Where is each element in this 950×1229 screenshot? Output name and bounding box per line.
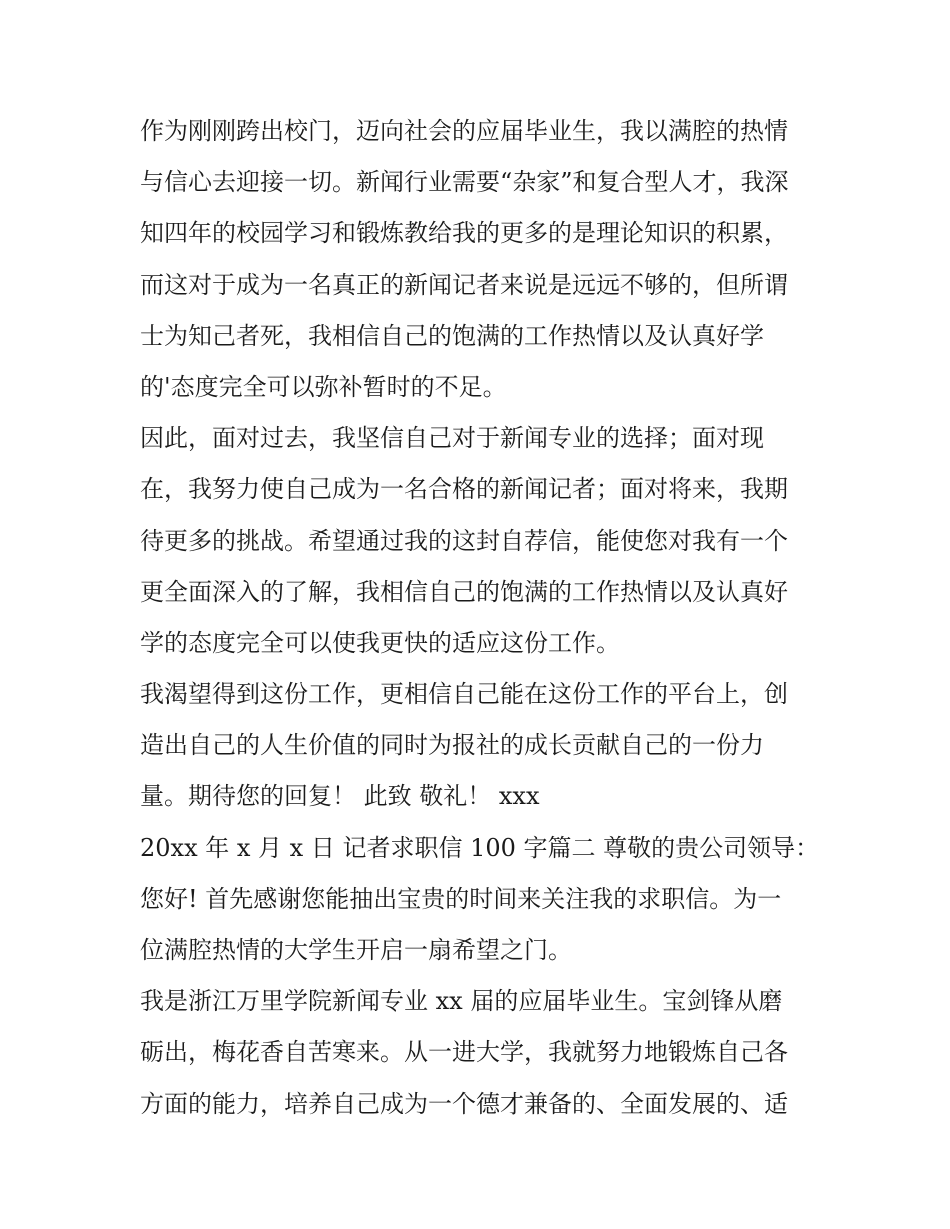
text-line: 我渴望得到这份工作，更相信自己能在这份工作的平台上，创 bbox=[140, 680, 788, 709]
text-line: 的'态度完全可以弥补暂时的不足。 bbox=[140, 372, 507, 401]
text-line: 士为知己者死，我相信自己的饱满的工作热情以及认真好学 bbox=[140, 321, 764, 350]
text-line: 20xx 年 x 月 x 日 记者求职信 100 字篇二 尊敬的贵公司领导： bbox=[140, 833, 820, 862]
text-line: 砺出，梅花香自苦寒来。从一进大学，我就努力地锻炼自己各 bbox=[140, 1038, 788, 1067]
text-line: 与信心去迎接一切。新闻行业需要“杂家”和复合型人才，我深 bbox=[140, 168, 789, 197]
text-line: 造出自己的人生价值的同时为报社的成长贡献自己的一份力 bbox=[140, 731, 764, 760]
text-line: 我是浙江万里学院新闻专业 xx 届的应届毕业生。宝剑锋从磨 bbox=[140, 987, 783, 1016]
text-line: 在，我努力使自己成为一名合格的新闻记者；面对将来，我期 bbox=[140, 475, 788, 504]
text-line: 而这对于成为一名真正的新闻记者来说是远远不够的，但所谓 bbox=[140, 270, 788, 299]
text-line: 待更多的挑战。希望通过我的这封自荐信，能使您对我有一个 bbox=[140, 526, 788, 555]
text-line: 位满腔热情的大学生开启一扇希望之门。 bbox=[140, 936, 572, 964]
text-line: 知四年的校园学习和锻炼教给我的更多的是理论知识的积累， bbox=[140, 219, 788, 248]
text-line: 学的态度完全可以使我更快的适应这份工作。 bbox=[140, 628, 620, 657]
text-line: 因此，面对过去，我坚信自己对于新闻专业的选择；面对现 bbox=[140, 424, 764, 453]
text-line: 量。期待您的回复！ 此致 敬礼！ xxx bbox=[140, 782, 540, 811]
text-line: 作为刚刚跨出校门，迈向社会的应届毕业生，我以满腔的热情 bbox=[140, 117, 788, 145]
document-body bbox=[140, 106, 820, 1130]
text-line: 您好! 首先感谢您能抽出宝贵的时间来关注我的求职信。为一 bbox=[140, 884, 782, 913]
text-line: 更全面深入的了解，我相信自己的饱满的工作热情以及认真好 bbox=[140, 577, 788, 606]
text-line: 方面的能力，培养自己成为一个德才兼备的、全面发展的、适 bbox=[140, 1089, 788, 1118]
